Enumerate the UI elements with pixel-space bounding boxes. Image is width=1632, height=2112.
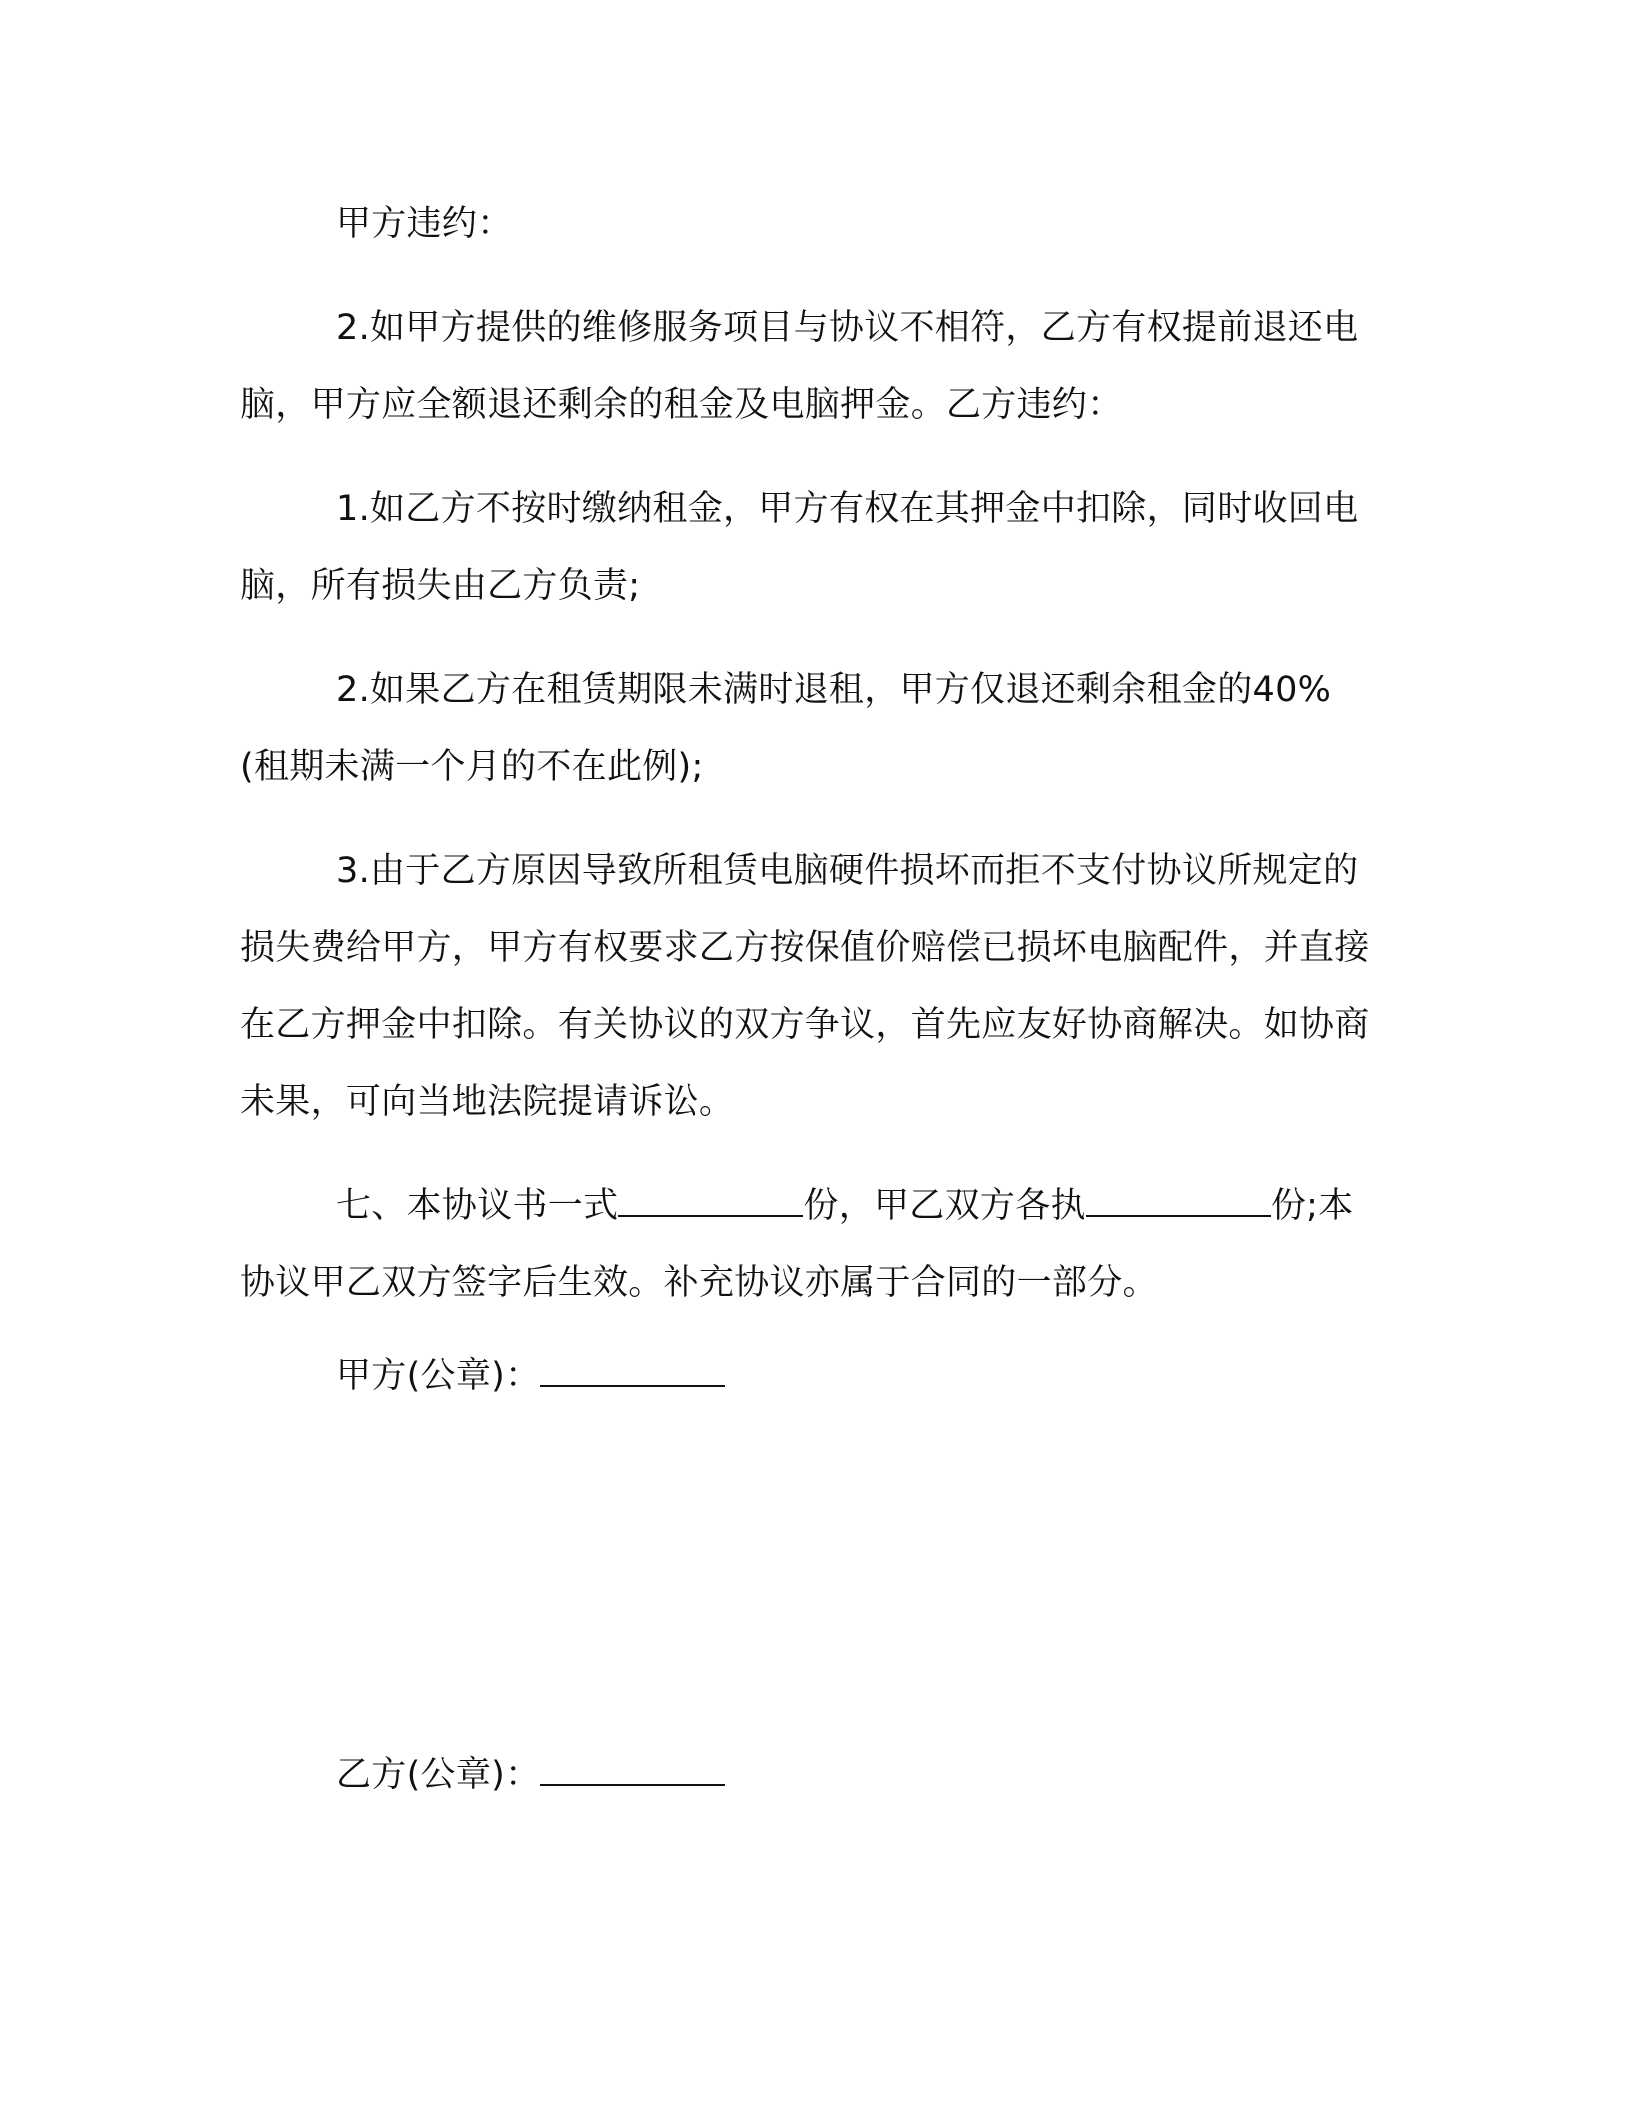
clause-seven-text-3: 份;本协议甲乙双方签字后生效。补充协议亦属于合同的一部分。 [240,1186,1354,1303]
clause-seven [240,1168,1380,1322]
signature-party-a-blank[interactable] [540,1355,725,1387]
document-body [240,186,1380,1349]
signature-party-a [336,1338,725,1415]
clause-seven-text-2: 份，甲乙双方各执 [803,1186,1086,1226]
clause-b2: 2.如果乙方在租赁期限未满时退租，甲方仅退还剩余租金的40%(租期未满一个月的不在此例); [240,670,1332,787]
signature-party-b-blank[interactable] [540,1754,725,1786]
clause-seven-text-1: 七、本协议书一式 [336,1186,619,1226]
clause-b1: 1.如乙方不按时缴纳租金，甲方有权在其押金中扣除，同时收回电脑，所有损失由乙方负责; [240,489,1359,606]
signature-party-b [336,1737,725,1814]
clause-a2: 2.如甲方提供的维修服务项目与协议不相符，乙方有权提前退还电脑，甲方应全额退还剩余的租金及电脑押金。乙方违约： [240,308,1359,425]
clause-b3: 3.由于乙方原因导致所租赁电脑硬件损坏而拒不支付协议所规定的损失费给甲方，甲方有权要求乙方按保值价赔偿已损坏电脑配件，并直接在乙方押金中扣除。有关协议的双方争议，首先应友好协商解决。如协商未果，可向当地法院提请诉讼。 [240,851,1370,1122]
copies-total-blank[interactable] [618,1185,803,1217]
copies-each-blank[interactable] [1086,1185,1271,1217]
heading-party-a-breach: 甲方违约： [336,204,513,244]
signature-party-a-label: 甲方(公章)： [336,1356,541,1396]
signature-party-b-label: 乙方(公章)： [336,1755,541,1795]
